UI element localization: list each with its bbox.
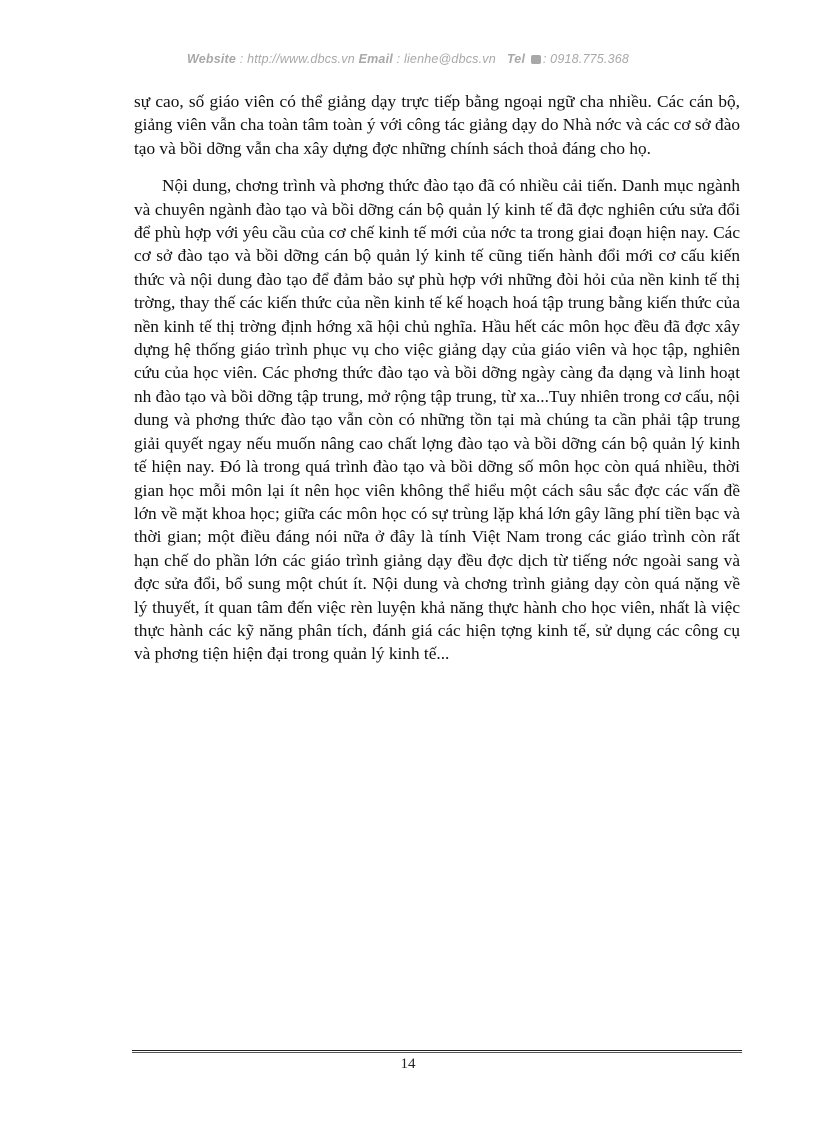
tel-label: Tel	[506, 52, 526, 66]
paragraph-2: Nội dung, chơng trình và phơng thức đào tạo đã có nhiều cải tiến. Danh mục ngành và chuyên ngành đào tạo và bồi dỡng cán bộ quản lý kinh tế đã đợc nghiên cứu sửa đổi để phù hợp với yêu cầu của cơ chế kinh tế mới của nớc ta trong giai đoạn hiện nay. Các cơ sở đào tạo và bồi dỡng cán bộ quản lý kinh tế cũng tiến hành đổi mới cơ cấu kiến thức và nội dung đào tạo để đảm bảo sự phù hợp với những đòi hỏi của nền kinh tế thị trờng, thay thế các kiến thức của nền kinh tế kế hoạch hoá tập trung bằng kiến thức của nền kinh tế thị trờng định hớng xã hội chủ nghĩa. Hầu hết các môn học đều đã đợc xây dựng hệ thống giáo trình phục vụ cho việc giảng dạy của giáo viên và học tập, nghiên cứu của học viên. Các phơng thức đào tạo và bồi dỡng ngày càng đa dạng và linh hoạt nh đào tạo và bồi dỡng tập trung, mở rộng tập trung, từ xa...Tuy nhiên trong cơ cấu, nội dung và phơng thức đào tạo vẫn còn có những tồn tại mà chúng ta cần phải tập trung giải quyết ngay nếu muốn nâng cao chất lợng đào tạo và bồi dỡng cán bộ quản lý kinh tế hiện nay. Đó là trong quá trình đào tạo và bồi dỡng số môn học còn quá nhiều, thời gian học mỗi môn lại ít nên học viên không thể hiểu một cách sâu sắc đợc các vấn đề lớn về mặt khoa học; giữa các môn học có sự trùng lặp khá lớn gây lãng phí tiền bạc và thời gian; một điều đáng nói nữa ở đây là tính Việt Nam trong các giáo trình còn rất hạn chế do phần lớn các giáo trình giảng dạy đều đợc dịch từ tiếng nớc ngoài sang và đợc sửa đổi, bổ sung một chút ít. Nội dung và chơng trình giảng dạy còn quá nặng về lý thuyết, ít quan tâm đến việc rèn luyện khả năng thực hành cho học viên, nhất là việc thực hành các kỹ năng phân tích, đánh giá các hiện tợng kinh tế, sử dụng các công cụ và phơng tiện hiện đại trong quản lý kinh tế...	[134, 176, 740, 664]
website-separator: :	[236, 52, 248, 66]
document-body	[134, 90, 740, 666]
paragraph-1: sự cao, số giáo viên có thể giảng dạy trực tiếp bằng ngoại ngữ cha nhiều. Các cán bộ, giảng viên vẫn cha toàn tâm toàn ý với công tác giảng dạy do Nhà nớc và các cơ sở đào tạo và bồi dỡng vẫn cha xây dựng đợc những chính sách thoả đáng cho họ.	[134, 92, 740, 158]
page-number: 14	[400, 1056, 416, 1072]
email-separator: :	[392, 52, 404, 66]
phone-icon	[531, 55, 541, 64]
tel-number: : 0918.775.368	[542, 52, 630, 66]
email-address[interactable]: lienhe@dbcs.vn	[403, 52, 496, 66]
email-label: Email	[358, 52, 393, 66]
footer-divider-secondary	[132, 1052, 742, 1053]
website-url[interactable]: http://www.dbcs.vn	[247, 52, 355, 66]
page-header	[0, 52, 816, 66]
footer-divider	[132, 1050, 742, 1051]
website-label: Website	[186, 52, 237, 66]
